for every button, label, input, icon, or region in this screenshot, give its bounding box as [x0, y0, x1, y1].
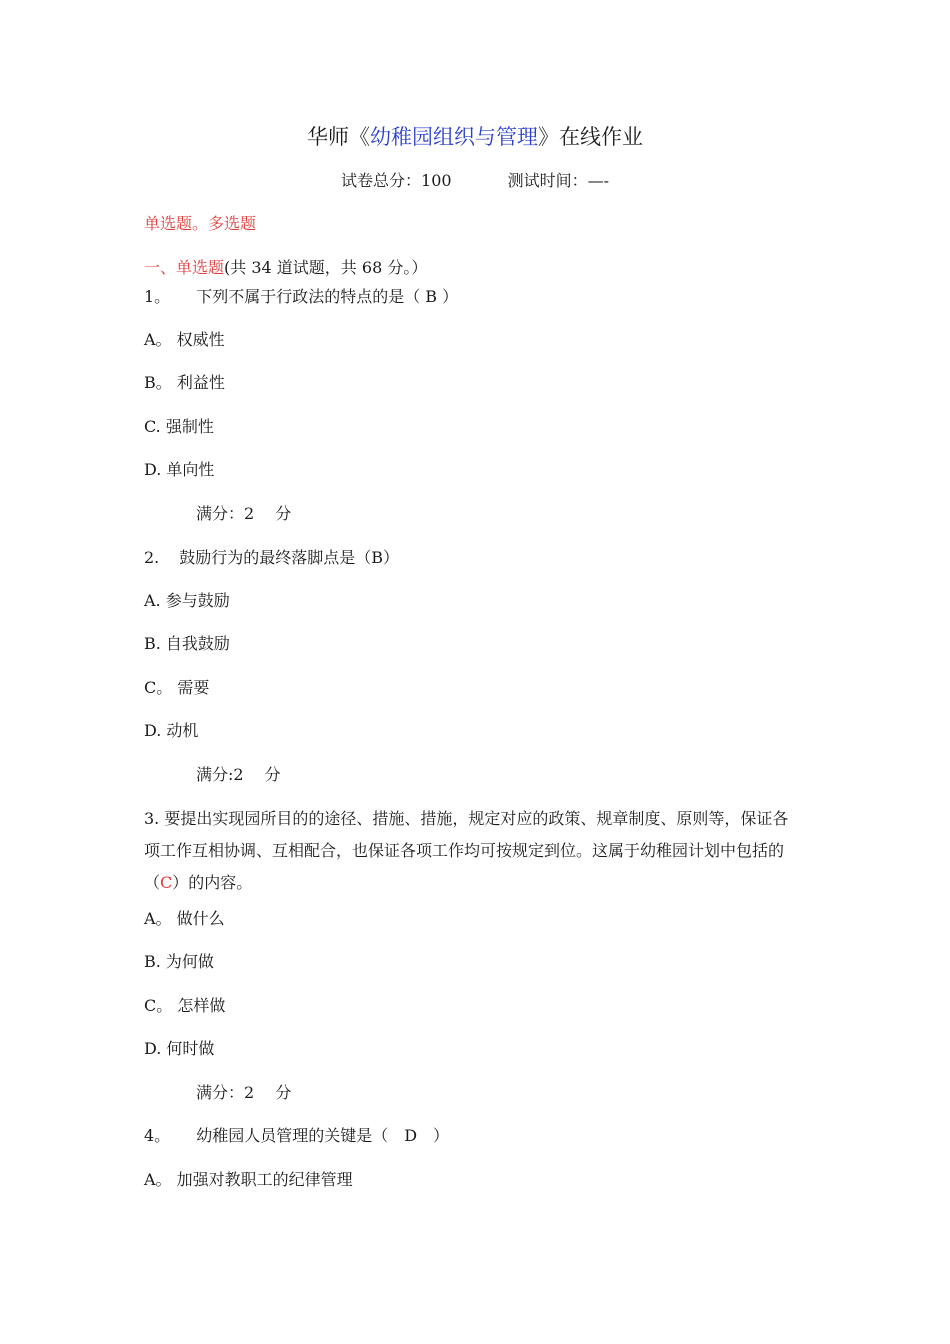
q2-option-b: B. 自我鼓励: [144, 634, 230, 653]
question-number: 3.: [144, 809, 160, 828]
q1-option-d: D. 单向性: [144, 460, 215, 479]
q1-option-b: B。 利益性: [144, 373, 225, 392]
question-text: 下列不属于行政法的特点的是（ B ）: [196, 287, 459, 306]
question-number: 4。: [144, 1126, 171, 1145]
question-4: [144, 1125, 449, 1147]
q1-option-a: A。 权威性: [144, 330, 225, 349]
section-prefix: 一、: [144, 258, 177, 277]
q1-score: 满分：2 分: [196, 504, 292, 523]
title-prefix: 华师《: [307, 125, 370, 149]
question-number: 2.: [144, 548, 160, 567]
question-answer: C: [160, 873, 173, 892]
question-number: 1。: [144, 287, 171, 306]
question-text: 要提出实现园所目的的途径、措施、措施，规定对应的政策、规章制度、原则等，保证各项工作互相协调、互相配合，也保证各项工作均可按规定到位。这属于幼稚园计划中包括的（: [144, 809, 789, 892]
q2-option-c: C。 需要: [144, 678, 210, 697]
question-text: 鼓励行为的最终落脚点是（B）: [179, 548, 400, 567]
q2-score: 满分:2 分: [196, 765, 281, 784]
section-name: 单选题: [176, 258, 225, 277]
title-suffix: 》在线作业: [538, 125, 643, 149]
exam-meta: [0, 170, 950, 192]
question-3: [144, 803, 804, 899]
question-text-end: ）的内容。: [172, 873, 253, 892]
q2-option-d: D. 动机: [144, 721, 199, 740]
question-2: [144, 547, 399, 569]
q3-option-b: B. 为何做: [144, 952, 214, 971]
q1-option-c: C. 强制性: [144, 417, 214, 436]
q3-option-d: D. 何时做: [144, 1039, 215, 1058]
total-score: 试卷总分：100: [341, 171, 452, 190]
question-1: [144, 286, 458, 308]
q3-option-c: C。 怎样做: [144, 996, 226, 1015]
question-text: 幼稚园人员管理的关键是（ D ）: [196, 1126, 450, 1145]
section-info: (共 34 道试题，共 68 分。）: [224, 258, 428, 277]
document-title: [0, 122, 950, 152]
q2-option-a: A. 参与鼓励: [144, 591, 230, 610]
q4-option-a: A。 加强对教职工的纪律管理: [144, 1170, 353, 1189]
course-name: 幼稚园组织与管理: [370, 125, 538, 149]
q3-score: 满分：2 分: [196, 1083, 292, 1102]
question-types: 单选题。多选题: [144, 214, 257, 233]
test-time: 测试时间：—-: [507, 171, 609, 190]
q3-option-a: A。 做什么: [144, 909, 225, 928]
section-heading: [144, 257, 427, 279]
